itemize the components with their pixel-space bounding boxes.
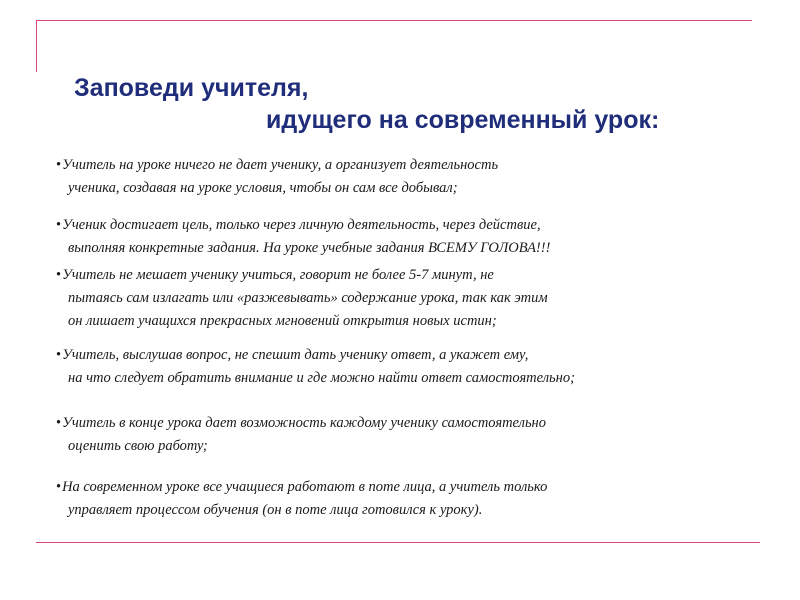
commandment-item-4 xyxy=(56,344,776,390)
commandment-4-line-1: •Учитель, выслушав вопрос, не спешит дать ученику ответ, а укажет ему, xyxy=(56,347,529,363)
bullet-icon: • xyxy=(56,267,62,283)
commandment-6-line-1: •На современном уроке все учащиеся работают в поте лица, а учитель только xyxy=(56,479,548,495)
commandment-3-line-2: пытаясь сам излагать или «разжевывать» содержание урока, так как этим xyxy=(68,290,548,306)
top-rule-line xyxy=(36,20,752,21)
bullet-icon: • xyxy=(56,415,62,431)
commandment-item-1 xyxy=(56,154,776,200)
bullet-icon: • xyxy=(56,157,62,173)
bullet-icon: • xyxy=(56,479,62,495)
bullet-icon: • xyxy=(56,217,62,233)
commandment-6-line-2: управляет процессом обучения (он в поте лица готовился к уроку). xyxy=(68,502,483,518)
commandment-item-3 xyxy=(56,264,776,333)
commandment-item-2 xyxy=(56,214,776,260)
title-line-1: Заповеди учителя, xyxy=(74,74,309,102)
commandment-2-line-1: •Ученик достигает цель, только через личную деятельность, через действие, xyxy=(56,217,541,233)
commandment-1-line-2: ученика, создавая на уроке условия, чтобы он сам все добывал; xyxy=(68,180,458,196)
bullet-icon: • xyxy=(56,347,62,363)
commandment-1-line-1: •Учитель на уроке ничего не дает ученику, а организует деятельность xyxy=(56,157,499,173)
commandment-4-line-2: на что следует обратить внимание и где можно найти ответ самостоятельно; xyxy=(68,370,575,386)
commandment-item-5 xyxy=(56,412,776,458)
commandment-3-line-3: он лишает учащихся прекрасных мгновений открытия новых истин; xyxy=(68,313,497,329)
commandment-5-line-2: оценить свою работу; xyxy=(68,438,208,454)
left-rule-line xyxy=(36,20,37,72)
commandment-item-6 xyxy=(56,476,776,522)
title-line-2: идущего на современный урок: xyxy=(266,106,660,134)
commandment-5-line-1: •Учитель в конце урока дает возможность каждому ученику самостоятельно xyxy=(56,415,547,431)
bottom-rule-line xyxy=(36,542,760,543)
commandment-3-line-1: •Учитель не мешает ученику учиться, говорит не более 5-7 минут, не xyxy=(56,267,494,283)
slide-title xyxy=(74,72,754,136)
commandment-2-line-2: выполняя конкретные задания. На уроке учебные задания ВСЕМУ ГОЛОВА!!! xyxy=(68,240,551,256)
